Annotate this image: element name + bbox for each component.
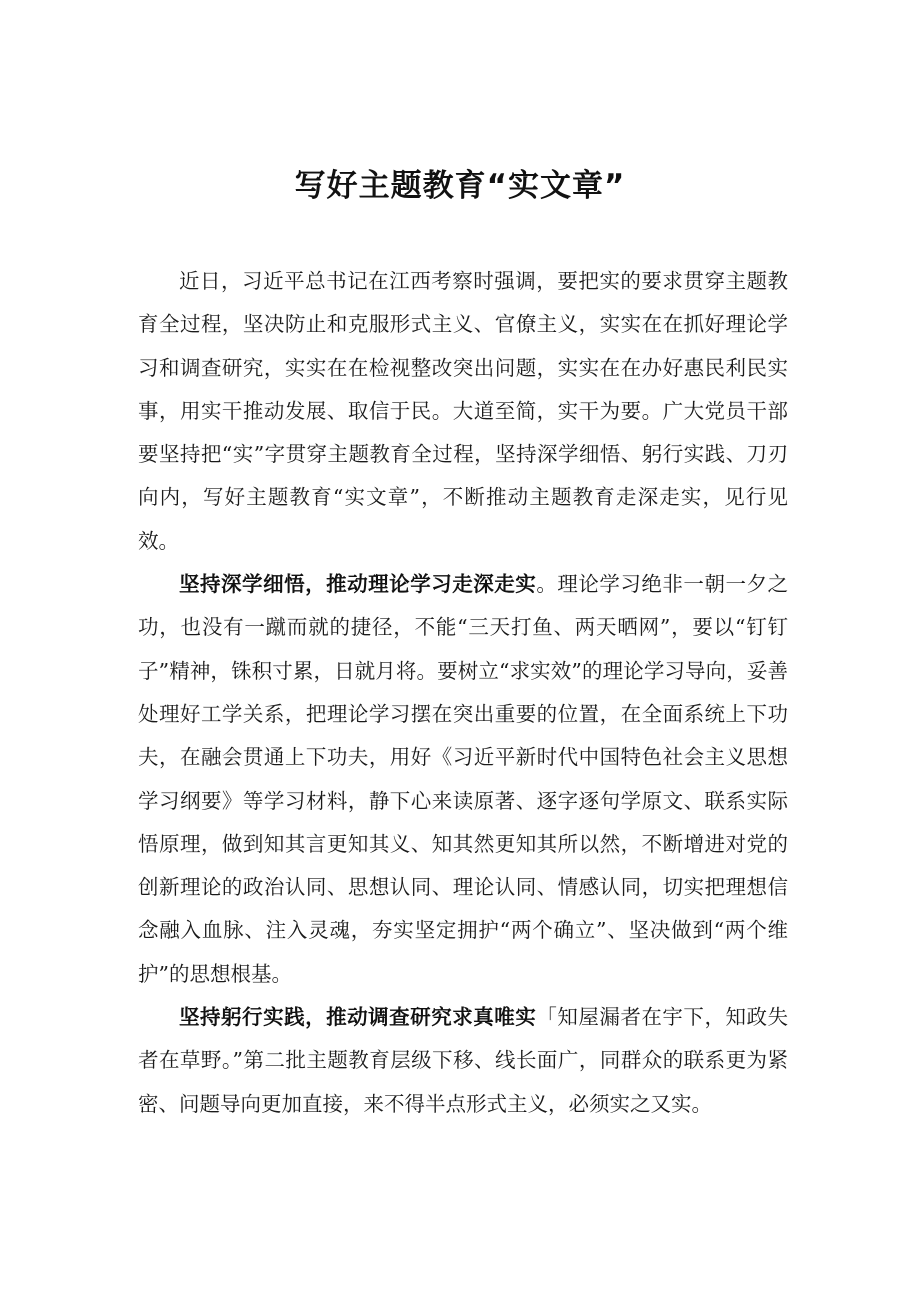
paragraph-practice-research-text: 「知屋漏者在宇下，知政失者在草野。”第二批主题教育层级下移、线长面广，同群众的联系更为紧密、问题导向更加直接，来不得半点形式主义，必须实之又实。 [138,1005,789,1116]
document-title: 写好主题教育“实文章” [294,168,626,204]
paragraph-intro [138,260,788,563]
paragraph-practice-research-lead: 坚持躬行实践，推动调查研究求真唯实 [179,1005,537,1030]
paragraph-intro-text: 近日，习近平总书记在江西考察时强调，要把实的要求贯穿主题教育全过程，坚决防止和克服形式主义、官僚主义，实实在在抓好理论学习和调查研究，实实在在检视整改突出问题，实实在在办好惠民利民实事，用实干推动发展、取信于民。大道至简，实干为要。广大党员干部要坚持把“实”字贯穿主题教育全过程，坚持深学细悟、躬行实践、刀刃向内，写好主题教育“实文章”，不断推动主题教育走深走实，见行见效。 [138,269,788,553]
document-body [138,260,788,1126]
paragraph-theory-study [138,563,788,996]
paragraph-theory-study-lead: 坚持深学细悟，推动理论学习走深走实 [179,572,537,597]
paragraph-practice-research [138,996,788,1126]
paragraph-theory-study-text: 。理论学习绝非一朝一夕之功，也没有一蹴而就的捷径，不能“三天打鱼、两天晒网”，要以“钉钉子”精神，铢积寸累，日就月将。要树立“求实效”的理论学习导向，妥善处理好工学关系，把理论学习摆在突出重要的位置，在全面系统上下功夫，在融会贯通上下功夫，用好《习近平新时代中国特色社会主义思想学习纲要》等学习材料，静下心来读原著、逐字逐句学原文、联系实际悟原理，做到知其言更知其义、知其然更知其所以然，不断增进对党的创新理论的政治认同、思想认同、理论认同、情感认同，切实把理想信念融入血脉、注入灵魂，夯实坚定拥护“两个确立”、坚决做到“两个维护”的思想根基。 [138,572,789,986]
